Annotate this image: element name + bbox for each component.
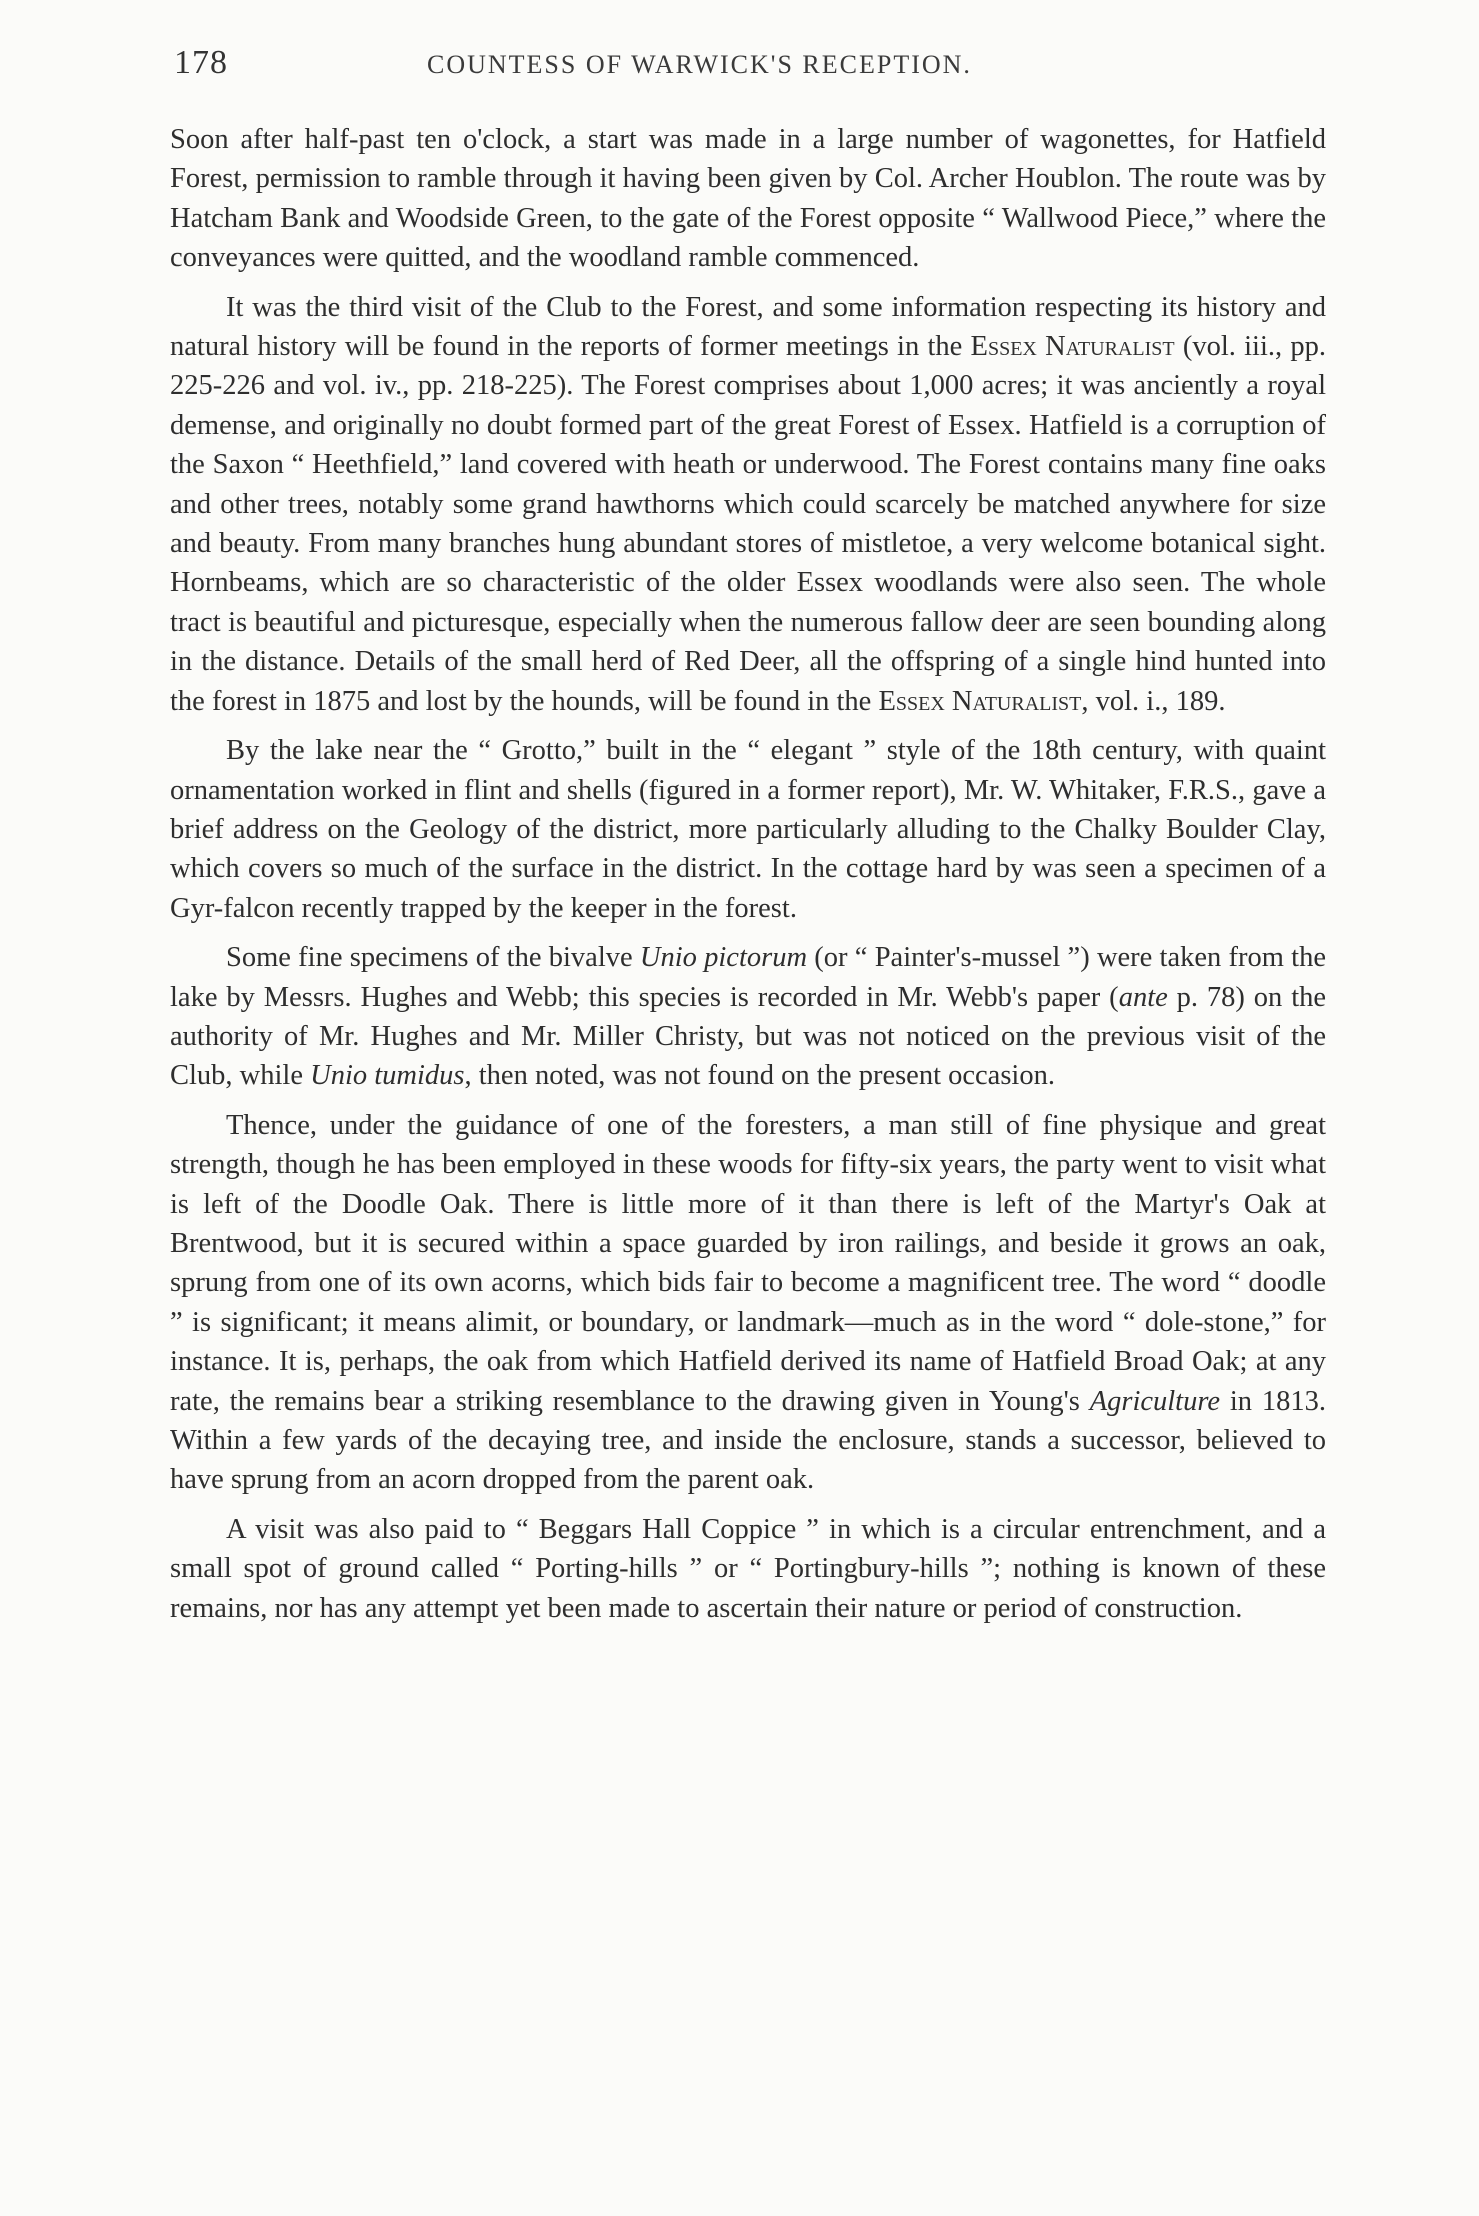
text-run: Some fine specimens of the bivalve (226, 942, 640, 974)
body-text (170, 120, 1326, 1628)
text-run: (or “ Painter's-mussel ”) were taken from the lake by Messrs. Hughes and Webb; this species is recorded in Mr. Webb's paper ( (170, 942, 1326, 1013)
species-name: Unio pictorum (639, 942, 808, 974)
text-run: It was the third visit of the Club to the Forest, and some information respecting its history and natural history will be found in the reports of former meetings in the (170, 291, 1326, 363)
text-run: , vol. i., 189. (1081, 685, 1226, 717)
text-run: , then noted, was not found on the present occasion. (464, 1060, 1055, 1092)
ante-reference: ante (1118, 981, 1168, 1013)
page-header (162, 40, 1322, 90)
paragraph-forest-history (170, 288, 1326, 721)
paragraph-unio (170, 938, 1326, 1096)
paragraph-grotto: By the lake near the “ Grotto,” built in the “ elegant ” style of the 18th century, with quaint ornamentation worked in flint and shells (figured in a former report), Mr. W. Whitaker, F.R.S., gave a brief address on the Geology of the district, more particularly alluding to the Chalky Boulder Clay, which covers so much of the surface in the district. In the cottage hard by was seen a specimen of a Gyr-falcon recently trapped by the keeper in the forest. (170, 735, 1326, 924)
journal-title: Essex Naturalist (878, 685, 1082, 717)
species-name: Unio tumidus (310, 1060, 465, 1092)
text-run: Thence, under the guidance of one of the foresters, a man still of fine physique and great strength, though he has been employed in these woods for fifty-six years, the party went to visit what is left of the Doodle Oak. There is little more of it than there is left of the Martyr's Oak at Brentwood, but it is secured within a space guarded by iron railings, and beside it grows an oak, sprung from one of its own acorns, which bids fair to become a magnificent tree. The word “ doodle ” is significant; it means alimit, or boundary, or landmark—much as in the word “ dole-stone,” for instance. It is, perhaps, the oak from which Hatfield derived its name of Hatfield Broad Oak; at any rate, the remains bear a striking resemblance to the drawing given in Young's (170, 1109, 1326, 1417)
paragraph-departure: Soon after half-past ten o'clock, a start was made in a large number of wagonettes, for Hatfield Forest, permission to ramble through it having been given by Col. Archer Houblon. The route was by Hatcham Bank and Woodside Green, to the gate of the Forest opposite “ Wallwood Piece,” where the conveyances were quitted, and the woodland ramble commenced. (170, 124, 1326, 274)
paragraph-beggars-hall: A visit was also paid to “ Beggars Hall Coppice ” in which is a circular entrenchment, and a small spot of ground called “ Porting-hills ” or “ Portingbury-hills ”; nothing is known of these remains, nor has any attempt yet been made to ascertain their nature or period of construction. (170, 1513, 1326, 1624)
page-number: 178 (174, 44, 228, 81)
text-run: in 1813. Within a few yards of the decaying tree, and inside the enclosure, stands a successor, believed to have sprung from an acorn dropped from the parent oak. (170, 1385, 1326, 1496)
book-title: Agriculture (1089, 1385, 1221, 1417)
paragraph-doodle-oak (170, 1106, 1326, 1500)
journal-title: Essex Naturalist (970, 331, 1175, 363)
text-run: p. 78) on the authority of Mr. Hughes and Mr. Miller Christy, but was not noticed on the previous visit of the Club, while (170, 981, 1327, 1092)
running-title: COUNTESS OF WARWICK'S RECEPTION. (427, 50, 972, 79)
text-run: (vol. iii., pp. 225-226 and vol. iv., pp. 218-225). The Forest comprises about 1,000 acres; it was anciently a royal demense, and originally no doubt formed part of the great Forest of Essex. Hatfield is a corruption of the Saxon “ Heethfield,” land covered with heath or underwood. The Forest contains many fine oaks and other trees, notably some grand hawthorns which could scarcely be matched anywhere for size and beauty. From many branches hung abundant stores of mistletoe, a very welcome botanical sight. Hornbeams, which are so characteristic of the older Essex woodlands were also seen. The whole tract is beautiful and picturesque, especially when the numerous fallow deer are seen bounding along in the distance. Details of the small herd of Red Deer, all the offspring of a single hind hunted into the forest in 1875 and lost by the hounds, will be found in the (170, 331, 1327, 717)
